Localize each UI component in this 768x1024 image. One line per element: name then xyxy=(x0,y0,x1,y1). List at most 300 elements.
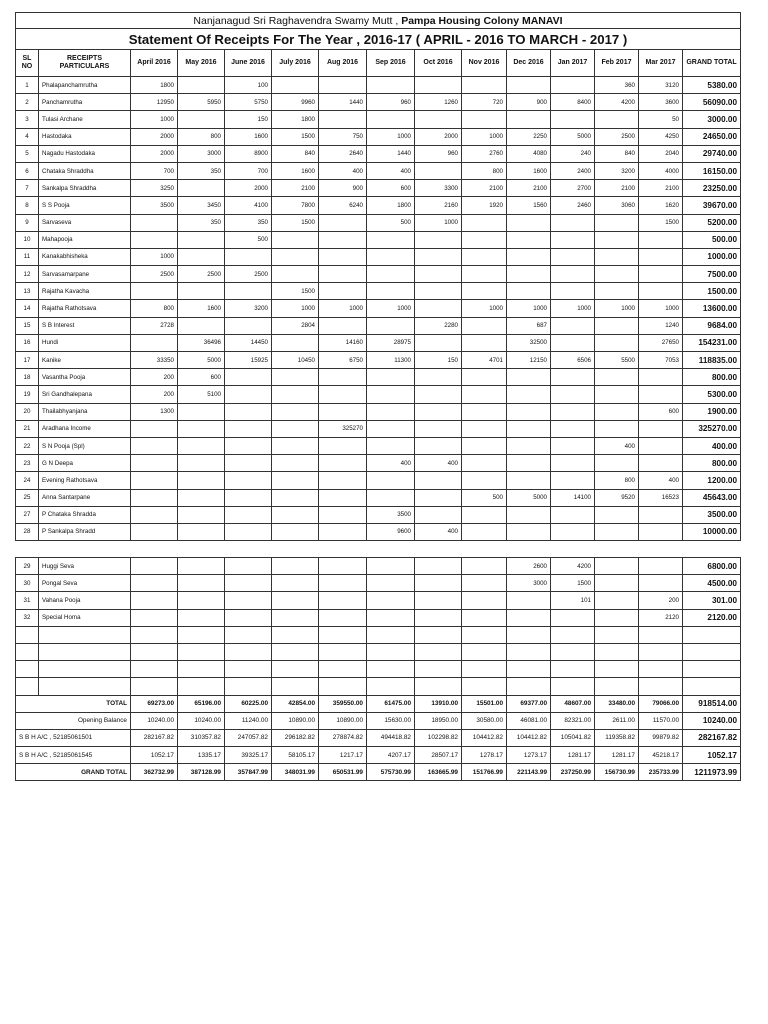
empty-cell xyxy=(415,661,462,678)
particular-cell: Chataka Shraddha xyxy=(39,162,131,179)
amount-cell xyxy=(551,403,595,420)
amount-cell: 8900 xyxy=(225,145,272,162)
empty-cell xyxy=(16,678,39,695)
amount-cell: 2000 xyxy=(131,145,178,162)
empty-cell xyxy=(178,643,225,660)
amount-cell xyxy=(415,231,462,248)
amount-cell: 687 xyxy=(507,317,551,334)
amount-cell: 800 xyxy=(178,128,225,145)
summary-amount: 58105.17 xyxy=(272,747,319,764)
sl-cell: 5 xyxy=(16,145,39,162)
summary-row xyxy=(16,729,741,746)
empty-cell xyxy=(683,643,741,660)
sl-cell: 21 xyxy=(16,420,39,437)
amount-cell: 1000 xyxy=(131,111,178,128)
summary-amount: 362732.99 xyxy=(131,764,178,781)
table-row xyxy=(16,214,741,231)
amount-cell xyxy=(415,111,462,128)
table-row xyxy=(16,575,741,592)
empty-cell xyxy=(131,626,178,643)
sl-cell: 30 xyxy=(16,575,39,592)
summary-amount: 13910.00 xyxy=(415,695,462,712)
amount-cell xyxy=(272,420,319,437)
particular-cell: Mahapooja xyxy=(39,231,131,248)
amount-cell xyxy=(367,558,415,575)
table-row xyxy=(16,592,741,609)
amount-cell xyxy=(272,386,319,403)
col-header-month: July 2016 xyxy=(272,50,319,77)
amount-cell: 1620 xyxy=(639,197,683,214)
amount-cell: 3060 xyxy=(595,197,639,214)
amount-cell xyxy=(507,386,551,403)
amount-cell xyxy=(507,403,551,420)
amount-cell xyxy=(272,558,319,575)
amount-cell xyxy=(551,609,595,626)
summary-amount: 28507.17 xyxy=(415,747,462,764)
amount-cell xyxy=(367,386,415,403)
amount-cell: 4100 xyxy=(225,197,272,214)
amount-cell xyxy=(131,437,178,454)
particular-cell: Nagadu Hastodaka xyxy=(39,145,131,162)
amount-cell: 240 xyxy=(551,145,595,162)
amount-cell: 4200 xyxy=(551,558,595,575)
summary-total: 1211973.99 xyxy=(683,764,741,781)
amount-cell xyxy=(415,489,462,506)
amount-cell: 6240 xyxy=(319,197,367,214)
amount-cell xyxy=(551,77,595,94)
row-total-cell: 5300.00 xyxy=(683,386,741,403)
amount-cell: 500 xyxy=(462,489,507,506)
summary-label: S B H A/C , 52185061501 xyxy=(16,729,131,746)
amount-cell xyxy=(462,506,507,523)
amount-cell: 5000 xyxy=(178,352,225,369)
amount-cell xyxy=(178,455,225,472)
amount-cell: 2500 xyxy=(131,266,178,283)
sl-cell: 24 xyxy=(16,472,39,489)
col-header-month: Jan 2017 xyxy=(551,50,595,77)
amount-cell xyxy=(507,111,551,128)
amount-cell xyxy=(415,575,462,592)
table-row xyxy=(16,558,741,575)
amount-cell xyxy=(272,77,319,94)
amount-cell xyxy=(595,386,639,403)
empty-cell xyxy=(551,678,595,695)
amount-cell xyxy=(462,248,507,265)
amount-cell xyxy=(415,300,462,317)
column-header-row xyxy=(16,50,741,77)
table-row xyxy=(16,386,741,403)
amount-cell: 1600 xyxy=(178,300,225,317)
amount-cell xyxy=(415,472,462,489)
summary-amount: 33480.00 xyxy=(595,695,639,712)
empty-cell xyxy=(225,626,272,643)
empty-cell xyxy=(462,661,507,678)
summary-amount: 60225.00 xyxy=(225,695,272,712)
sl-cell: 27 xyxy=(16,506,39,523)
amount-cell: 4000 xyxy=(639,162,683,179)
amount-cell xyxy=(551,317,595,334)
row-total-cell: 23250.00 xyxy=(683,180,741,197)
amount-cell xyxy=(551,455,595,472)
amount-cell xyxy=(551,334,595,351)
sl-cell: 18 xyxy=(16,369,39,386)
summary-amount: 104412.82 xyxy=(462,729,507,746)
table-row xyxy=(16,111,741,128)
amount-cell xyxy=(178,592,225,609)
summary-amount: 310357.82 xyxy=(178,729,225,746)
summary-amount: 494418.82 xyxy=(367,729,415,746)
amount-cell: 1600 xyxy=(507,162,551,179)
empty-cell xyxy=(683,661,741,678)
amount-cell: 2600 xyxy=(507,558,551,575)
summary-amount: 10890.00 xyxy=(272,712,319,729)
amount-cell xyxy=(319,111,367,128)
amount-cell: 400 xyxy=(639,472,683,489)
amount-cell: 400 xyxy=(595,437,639,454)
amount-cell: 4200 xyxy=(595,94,639,111)
sl-cell: 20 xyxy=(16,403,39,420)
empty-cell xyxy=(367,626,415,643)
row-total-cell: 118835.00 xyxy=(683,352,741,369)
amount-cell xyxy=(225,369,272,386)
amount-cell xyxy=(131,420,178,437)
amount-cell: 12950 xyxy=(131,94,178,111)
summary-amount: 650531.99 xyxy=(319,764,367,781)
table-row xyxy=(16,506,741,523)
amount-cell: 1000 xyxy=(272,300,319,317)
amount-cell xyxy=(595,369,639,386)
amount-cell: 5000 xyxy=(551,128,595,145)
amount-cell xyxy=(178,609,225,626)
empty-row xyxy=(16,661,741,678)
table-row xyxy=(16,472,741,489)
amount-cell: 1920 xyxy=(462,197,507,214)
summary-amount: 39325.17 xyxy=(225,747,272,764)
row-total-cell: 9684.00 xyxy=(683,317,741,334)
amount-cell xyxy=(319,506,367,523)
amount-cell xyxy=(178,77,225,94)
amount-cell xyxy=(131,334,178,351)
amount-cell xyxy=(319,403,367,420)
col-header-grand-total: GRAND TOTAL xyxy=(683,50,741,77)
summary-row xyxy=(16,712,741,729)
sl-cell: 28 xyxy=(16,523,39,540)
table-row xyxy=(16,197,741,214)
particular-cell: Panchamrutha xyxy=(39,94,131,111)
empty-cell xyxy=(16,626,39,643)
row-total-cell: 13600.00 xyxy=(683,300,741,317)
sl-cell: 32 xyxy=(16,609,39,626)
table-row xyxy=(16,334,741,351)
empty-cell xyxy=(507,678,551,695)
amount-cell: 1440 xyxy=(319,94,367,111)
amount-cell xyxy=(415,386,462,403)
table-row xyxy=(16,300,741,317)
amount-cell: 960 xyxy=(415,145,462,162)
amount-cell xyxy=(272,506,319,523)
amount-cell xyxy=(272,403,319,420)
amount-cell: 100 xyxy=(225,77,272,94)
amount-cell xyxy=(225,575,272,592)
summary-amount: 99879.82 xyxy=(639,729,683,746)
amount-cell xyxy=(551,266,595,283)
summary-amount: 235733.99 xyxy=(639,764,683,781)
amount-cell xyxy=(178,575,225,592)
amount-cell xyxy=(272,231,319,248)
particular-cell: P Chataka Shradda xyxy=(39,506,131,523)
amount-cell xyxy=(225,523,272,540)
amount-cell xyxy=(367,283,415,300)
empty-cell xyxy=(367,678,415,695)
amount-cell: 1260 xyxy=(415,94,462,111)
amount-cell xyxy=(319,386,367,403)
amount-cell xyxy=(639,248,683,265)
amount-cell: 1300 xyxy=(131,403,178,420)
amount-cell: 840 xyxy=(595,145,639,162)
row-total-cell: 4500.00 xyxy=(683,575,741,592)
amount-cell: 2160 xyxy=(415,197,462,214)
sl-cell: 11 xyxy=(16,248,39,265)
amount-cell xyxy=(319,77,367,94)
empty-cell xyxy=(39,661,131,678)
amount-cell xyxy=(131,214,178,231)
amount-cell xyxy=(462,369,507,386)
empty-cell xyxy=(39,643,131,660)
amount-cell xyxy=(225,386,272,403)
particular-cell: S B Interest xyxy=(39,317,131,334)
amount-cell xyxy=(595,403,639,420)
row-total-cell: 5200.00 xyxy=(683,214,741,231)
amount-cell xyxy=(367,609,415,626)
amount-cell xyxy=(225,248,272,265)
summary-amount: 359550.00 xyxy=(319,695,367,712)
amount-cell: 2400 xyxy=(551,162,595,179)
amount-cell: 400 xyxy=(367,455,415,472)
empty-row xyxy=(16,678,741,695)
amount-cell xyxy=(367,111,415,128)
empty-row xyxy=(16,643,741,660)
amount-cell xyxy=(178,317,225,334)
amount-cell: 14100 xyxy=(551,489,595,506)
particular-cell: Kanakabhisheka xyxy=(39,248,131,265)
amount-cell xyxy=(367,248,415,265)
row-total-cell: 3500.00 xyxy=(683,506,741,523)
amount-cell xyxy=(225,420,272,437)
summary-amount: 2611.00 xyxy=(595,712,639,729)
summary-amount: 1273.17 xyxy=(507,747,551,764)
amount-cell: 3000 xyxy=(507,575,551,592)
amount-cell: 600 xyxy=(367,180,415,197)
empty-cell xyxy=(319,626,367,643)
amount-cell xyxy=(415,592,462,609)
row-total-cell: 1500.00 xyxy=(683,283,741,300)
amount-cell xyxy=(507,266,551,283)
amount-cell xyxy=(225,489,272,506)
amount-cell xyxy=(462,111,507,128)
amount-cell: 800 xyxy=(131,300,178,317)
amount-cell xyxy=(272,575,319,592)
particular-cell: Tulasi Archane xyxy=(39,111,131,128)
sl-cell: 16 xyxy=(16,334,39,351)
amount-cell xyxy=(319,266,367,283)
amount-cell xyxy=(415,403,462,420)
summary-amount: 348031.99 xyxy=(272,764,319,781)
receipts-table-continued xyxy=(15,557,741,781)
sl-cell: 15 xyxy=(16,317,39,334)
amount-cell: 200 xyxy=(639,592,683,609)
amount-cell: 960 xyxy=(367,94,415,111)
amount-cell: 500 xyxy=(367,214,415,231)
amount-cell xyxy=(225,283,272,300)
amount-cell: 1000 xyxy=(595,300,639,317)
amount-cell: 1000 xyxy=(319,300,367,317)
amount-cell xyxy=(507,592,551,609)
row-total-cell: 1900.00 xyxy=(683,403,741,420)
empty-cell xyxy=(595,661,639,678)
row-total-cell: 6800.00 xyxy=(683,558,741,575)
summary-amount: 163665.99 xyxy=(415,764,462,781)
particular-cell: Anna Santarpane xyxy=(39,489,131,506)
amount-cell: 150 xyxy=(225,111,272,128)
empty-cell xyxy=(462,626,507,643)
amount-cell: 200 xyxy=(131,369,178,386)
summary-amount: 15501.00 xyxy=(462,695,507,712)
amount-cell xyxy=(272,248,319,265)
amount-cell xyxy=(639,266,683,283)
empty-cell xyxy=(415,643,462,660)
summary-amount: 237250.99 xyxy=(551,764,595,781)
row-total-cell: 45643.00 xyxy=(683,489,741,506)
empty-cell xyxy=(272,678,319,695)
summary-total: 282167.82 xyxy=(683,729,741,746)
table-row xyxy=(16,437,741,454)
table-row xyxy=(16,455,741,472)
amount-cell xyxy=(639,523,683,540)
summary-row xyxy=(16,747,741,764)
amount-cell: 4701 xyxy=(462,352,507,369)
amount-cell: 3600 xyxy=(639,94,683,111)
amount-cell: 400 xyxy=(415,523,462,540)
amount-cell xyxy=(551,214,595,231)
amount-cell xyxy=(507,506,551,523)
summary-amount: 119358.82 xyxy=(595,729,639,746)
amount-cell xyxy=(639,506,683,523)
amount-cell xyxy=(178,523,225,540)
empty-cell xyxy=(16,661,39,678)
amount-cell xyxy=(462,558,507,575)
amount-cell xyxy=(178,420,225,437)
amount-cell xyxy=(462,214,507,231)
amount-cell: 1500 xyxy=(551,575,595,592)
table-row xyxy=(16,180,741,197)
amount-cell xyxy=(225,609,272,626)
summary-total: 918514.00 xyxy=(683,695,741,712)
col-header-month: April 2016 xyxy=(131,50,178,77)
amount-cell: 6506 xyxy=(551,352,595,369)
amount-cell: 800 xyxy=(595,472,639,489)
col-header-month: Mar 2017 xyxy=(639,50,683,77)
empty-cell xyxy=(595,678,639,695)
amount-cell: 1000 xyxy=(415,214,462,231)
particular-cell: S N Pooja (Spl) xyxy=(39,437,131,454)
amount-cell: 360 xyxy=(595,77,639,94)
amount-cell xyxy=(462,523,507,540)
col-header-particulars: RECEIPTS PARTICULARS xyxy=(39,50,131,77)
amount-cell xyxy=(178,489,225,506)
particular-cell: Rajatha Rathotsava xyxy=(39,300,131,317)
sl-cell: 2 xyxy=(16,94,39,111)
amount-cell xyxy=(178,248,225,265)
amount-cell: 5500 xyxy=(595,352,639,369)
amount-cell: 400 xyxy=(367,162,415,179)
summary-amount: 69377.00 xyxy=(507,695,551,712)
empty-cell xyxy=(131,678,178,695)
amount-cell xyxy=(319,231,367,248)
amount-cell: 1560 xyxy=(507,197,551,214)
amount-cell: 1000 xyxy=(131,248,178,265)
amount-cell: 1000 xyxy=(367,300,415,317)
amount-cell xyxy=(367,472,415,489)
amount-cell xyxy=(178,231,225,248)
summary-amount: 79066.00 xyxy=(639,695,683,712)
amount-cell xyxy=(319,592,367,609)
amount-cell xyxy=(225,317,272,334)
amount-cell xyxy=(225,592,272,609)
table-row xyxy=(16,352,741,369)
amount-cell: 2700 xyxy=(551,180,595,197)
particular-cell: Evening Rathotsava xyxy=(39,472,131,489)
summary-amount: 10240.00 xyxy=(131,712,178,729)
row-total-cell: 7500.00 xyxy=(683,266,741,283)
summary-amount: 1335.17 xyxy=(178,747,225,764)
amount-cell xyxy=(225,403,272,420)
amount-cell: 5100 xyxy=(178,386,225,403)
amount-cell xyxy=(319,317,367,334)
empty-cell xyxy=(639,626,683,643)
amount-cell: 3120 xyxy=(639,77,683,94)
amount-cell: 1000 xyxy=(639,300,683,317)
amount-cell xyxy=(639,231,683,248)
amount-cell xyxy=(131,455,178,472)
amount-cell: 2120 xyxy=(639,609,683,626)
sl-cell: 1 xyxy=(16,77,39,94)
summary-label: Opening Balance xyxy=(16,712,131,729)
col-header-month: Sep 2016 xyxy=(367,50,415,77)
amount-cell xyxy=(595,266,639,283)
amount-cell xyxy=(178,111,225,128)
table-row xyxy=(16,489,741,506)
col-header-month: Feb 2017 xyxy=(595,50,639,77)
sl-cell: 22 xyxy=(16,437,39,454)
amount-cell: 7053 xyxy=(639,352,683,369)
amount-cell xyxy=(595,455,639,472)
org-name: Nanjanagud Sri Raghavendra Swamy Mutt , xyxy=(193,14,402,27)
amount-cell xyxy=(595,523,639,540)
sl-cell: 3 xyxy=(16,111,39,128)
amount-cell: 27650 xyxy=(639,334,683,351)
amount-cell: 2500 xyxy=(595,128,639,145)
table-row xyxy=(16,94,741,111)
summary-amount: 221143.99 xyxy=(507,764,551,781)
amount-cell xyxy=(551,386,595,403)
empty-cell xyxy=(507,643,551,660)
amount-cell xyxy=(507,609,551,626)
empty-cell xyxy=(639,678,683,695)
amount-cell xyxy=(507,455,551,472)
amount-cell: 12150 xyxy=(507,352,551,369)
empty-cell xyxy=(367,643,415,660)
table-row xyxy=(16,231,741,248)
